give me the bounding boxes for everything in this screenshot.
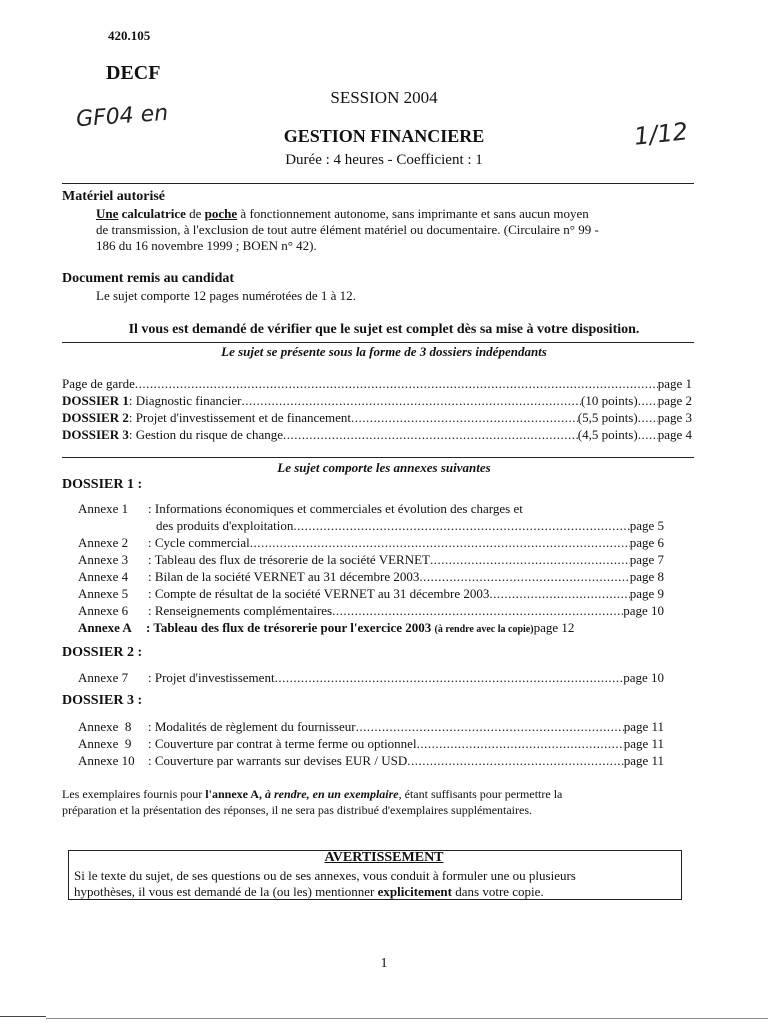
annexe-label: : Informations économiques et commerciales et évolution des charges et (148, 501, 523, 516)
annexe-row: Annexe 10 : Couverture par warrants sur devises EUR / USD ..... page 11 (78, 753, 664, 769)
page-number: 1 (380, 956, 388, 971)
annexes-heading: Le sujet comporte les annexes suivantes (277, 460, 491, 475)
annexe-row: Annexe 8 : Modalités de règlement du fournisseur ..... page 11 (78, 719, 664, 735)
toc-row: DOSSIER 3 : Gestion du risque de change ..... (4,5 points) ..... page 4 (62, 427, 692, 443)
annexe-row: Annexe 3 : Tableau des flux de trésorerie de la société VERNET ..... page 7 (78, 552, 664, 568)
annexe-row: Annexe 2 : Cycle commercial ..... page 6 (78, 535, 664, 551)
duration-line: Durée : 4 heures - Coefficient : 1 (285, 152, 483, 168)
toc-row: DOSSIER 2 : Projet d'investissement et de financement ..... (5,5 points) ..... page 3 (62, 410, 692, 426)
dossier2-heading: DOSSIER 2 : (62, 645, 143, 660)
handwritten-annotation-right: 1/12 (632, 117, 690, 151)
scan-edge-mark (46, 1018, 768, 1019)
annexe-row: Annexe 4 : Bilan de la société VERNET au 31 décembre 2003 ..... page 8 (78, 569, 664, 585)
avertissement-line-2: hypothèses, il vous est demandé de la (ou les) mentionner explicitement dans votre copie. (74, 884, 544, 899)
annexe-row: des produits d'exploitation ..... page 5 (156, 518, 664, 534)
annexe-row: Annexe 5 : Compte de résultat de la société VERNET au 31 décembre 2003 ..... page 9 (78, 586, 664, 602)
scan-edge-mark (0, 1016, 46, 1017)
toc-row: DOSSIER 1 : Diagnostic financier ..... (10 points) ..... page 2 (62, 393, 692, 409)
divider (62, 183, 694, 184)
annexe-row: Annexe 7 : Projet d'investissement ..... page 10 (78, 670, 664, 686)
document-text: Le sujet comporte 12 pages numérotées de 1 à 12. (96, 288, 356, 303)
toc-row: Page de garde ..... page 1 (62, 376, 692, 392)
annexe-row: Annexe 6 : Renseignements complémentaires ..... page 10 (78, 603, 664, 619)
annexe-row: Annexe 9 : Couverture par contrat à terme ferme ou optionnel ..... page 11 (78, 736, 664, 752)
divider (62, 342, 694, 343)
avertissement-line-1: Si le texte du sujet, de ses questions ou de ses annexes, vous conduit à formuler une ou plusieurs (74, 868, 576, 883)
annexe-num: Annexe 1 (78, 501, 129, 516)
dossier3-heading: DOSSIER 3 : (62, 693, 143, 708)
exam-name: DECF (106, 62, 161, 84)
session-label: SESSION 2004 (330, 88, 438, 107)
document-heading: Document remis au candidat (62, 271, 235, 286)
verify-notice: Il vous est demandé de vérifier que le sujet est complet dès sa mise à votre disposition. (128, 322, 640, 337)
materiel-heading: Matériel autorisé (62, 189, 166, 204)
dossier1-heading: DOSSIER 1 : (62, 477, 143, 492)
exam-code: 420.105 (108, 28, 151, 43)
exemplaires-line-1: Les exemplaires fournis pour l'annexe A, à rendre, en un exemplaire, étant suffisants pour permettre la (62, 787, 563, 801)
handwritten-annotation-left: GF04 en (75, 100, 169, 133)
avertissement-title: AVERTISSEMENT (324, 850, 444, 865)
structure-heading: Le sujet se présente sous la forme de 3 dossiers indépendants (221, 344, 547, 359)
divider (62, 457, 694, 458)
materiel-line-3: 186 du 16 novembre 1999 ; BOEN n° 42). (96, 238, 317, 253)
exemplaires-line-2: préparation et la présentation des réponses, il ne sera pas distribué d'exemplaires supplémentaires. (62, 803, 533, 817)
materiel-line-2: de transmission, à l'exclusion de tout autre élément matériel ou documentaire. (Circulaire n° 99 - (96, 222, 599, 237)
subject-title: GESTION FINANCIERE (283, 126, 485, 146)
annexe-a-row: Annexe A : Tableau des flux de trésorerie pour l'exercice 2003 (à rendre avec la copie)page 12 (78, 620, 575, 635)
materiel-line-1: Une calculatrice de poche à fonctionnement autonome, sans imprimante et sans aucun moyen (96, 206, 589, 221)
